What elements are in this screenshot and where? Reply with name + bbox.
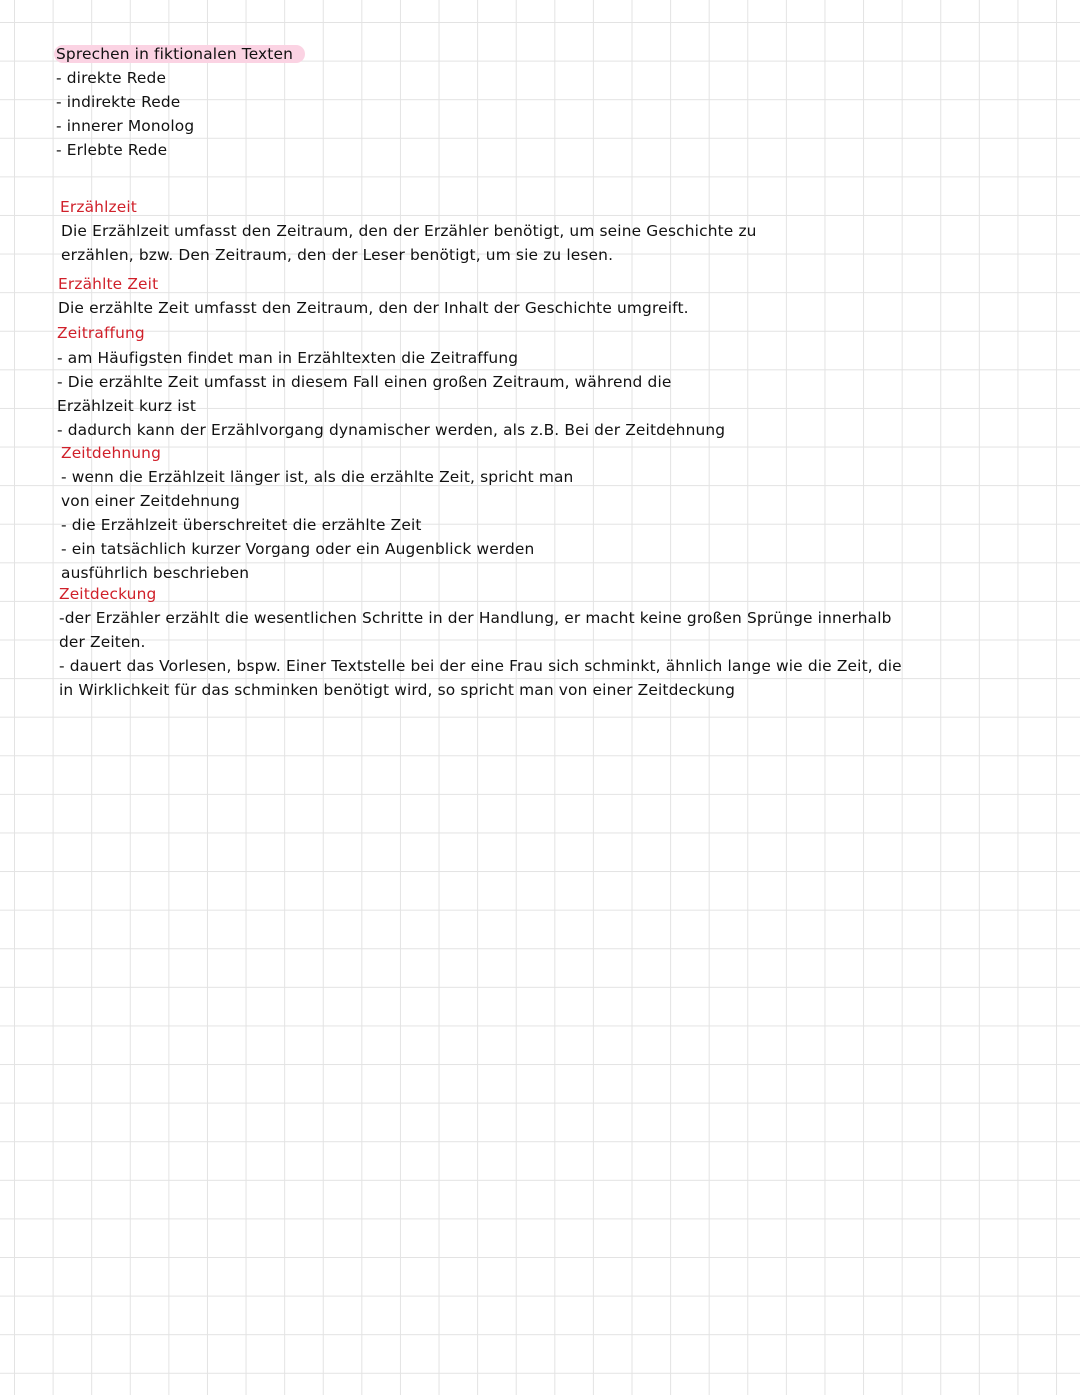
- zeitraffung-heading: Zeitraffung: [57, 324, 145, 342]
- zeitdehnung-text: ausführlich beschrieben: [61, 564, 250, 582]
- speech-item: - indirekte Rede: [56, 93, 181, 111]
- zeitraffung-text: - am Häufigsten findet man in Erzähltexten die Zeitraffung: [57, 349, 519, 367]
- speech-title: Sprechen in fiktionalen Texten: [54, 45, 305, 63]
- erzaehlte-zeit-heading: Erzählte Zeit: [58, 275, 159, 293]
- zeitdeckung-text: in Wirklichkeit für das schminken benötigt wird, so spricht man von einer Zeitdeckung: [59, 681, 736, 699]
- zeitdeckung-text: -der Erzähler erzählt die wesentlichen Schritte in der Handlung, er macht keine großen Sprünge innerhalb: [59, 609, 892, 627]
- zeitraffung-text: - Die erzählte Zeit umfasst in diesem Fall einen großen Zeitraum, während die: [57, 373, 672, 391]
- zeitdehnung-text: - wenn die Erzählzeit länger ist, als die erzählte Zeit, spricht man: [61, 468, 574, 486]
- zeitdehnung-text: - ein tatsächlich kurzer Vorgang oder ein Augenblick werden: [61, 540, 535, 558]
- zeitraffung-text: - dadurch kann der Erzählvorgang dynamischer werden, als z.B. Bei der Zeitdehnung: [57, 421, 726, 439]
- erzaehlzeit-text: Die Erzählzeit umfasst den Zeitraum, den der Erzähler benötigt, um seine Geschichte zu: [61, 222, 757, 240]
- zeitdeckung-text: - dauert das Vorlesen, bspw. Einer Textstelle bei der eine Frau sich schminkt, ähnlich lange wie die Zeit, die: [59, 657, 902, 675]
- zeitdehnung-heading: Zeitdehnung: [61, 444, 161, 462]
- zeitdeckung-text: der Zeiten.: [59, 633, 146, 651]
- erzaehlzeit-text: erzählen, bzw. Den Zeitraum, den der Leser benötigt, um sie zu lesen.: [61, 246, 614, 264]
- zeitdehnung-text: - die Erzählzeit überschreitet die erzählte Zeit: [61, 516, 422, 534]
- erzaehlzeit-heading: Erzählzeit: [60, 198, 137, 216]
- zeitdehnung-text: von einer Zeitdehnung: [61, 492, 240, 510]
- speech-item: - innerer Monolog: [56, 117, 195, 135]
- zeitdeckung-heading: Zeitdeckung: [59, 585, 157, 603]
- speech-title-line: [56, 43, 305, 65]
- zeitraffung-text: Erzählzeit kurz ist: [57, 397, 197, 415]
- speech-item: - direkte Rede: [56, 69, 167, 87]
- erzaehlte-zeit-text: Die erzählte Zeit umfasst den Zeitraum, den der Inhalt der Geschichte umgreift.: [58, 299, 689, 317]
- speech-item: - Erlebte Rede: [56, 141, 168, 159]
